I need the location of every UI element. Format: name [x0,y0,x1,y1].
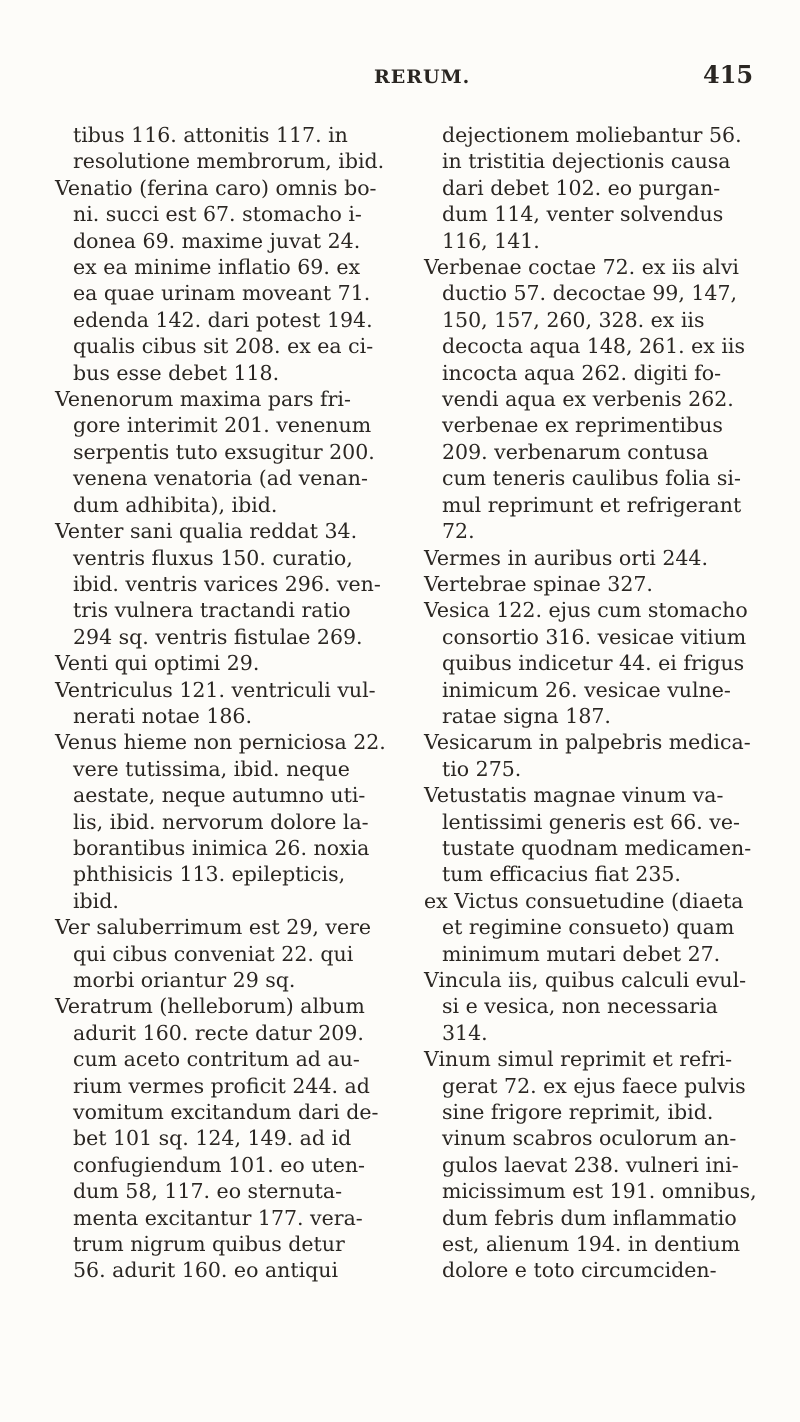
index-entry: Venter sani qualia reddat 34. ventris fluxus 150. curatio, ibid. ventris varices 296. ven- tris vulnera tractandi ratio 294 sq. ventris fistulae 269. [55,519,381,649]
index-entry: Venus hieme non perniciosa 22. vere tutissima, ibid. neque aestate, neque autumno uti- lis, ibid. nervorum dolore la- borantibus inimica 26. noxia phthisicis 113. epilepticis, ibid. [55,730,386,913]
index-entry: Vertebrae spinae 327. [424,571,653,596]
index-column-right [424,122,772,1284]
index-entry: Vinum simul reprimit et refri- gerat 72. ex ejus faece pulvis sine frigore reprimit, ibid. vinum scabros oculorum an- gulos laevat 238. vulneri ini- micissimum est 191. omnibus, dum febris dum inflammatio est, alienum 194. in dentium dolore e toto circumciden- [424,1047,757,1283]
index-entry: Verbenae coctae 72. ex iis alvi ductio 57. decoctae 99, 147, 150, 157, 260, 328. ex iis decocta aqua 148, 261. ex iis incocta aqua 262. digiti fo- vendi aqua ex verbenis 262. verbenae ex reprimentibus 209. verbenarum contusa cum teneris caulibus folia si- mul reprimunt et refrigerant 72. [424,255,745,544]
index-entry: Veratrum (helleborum) album adurit 160. recte datur 209. cum aceto contritum ad au- rium vermes proficit 244. ad vomitum excitandum dari de- bet 101 sq. 124, 149. ad id confugiendum 101. eo uten- dum 58, 117. eo sternuta- menta excitantur 177. vera- trum nigrum quibus detur 56. adurit 160. eo antiqui [55,994,379,1283]
index-entry: Vesica 122. ejus cum stomacho consortio 316. vesicae vitium quibus indicetur 44. ei frigus inimicum 26. vesicae vulne- ratae signa 187. [424,598,748,728]
index-entry: Venenorum maxima pars fri- gore interimit 201. venenum serpentis tuto exsugitur 200. venena venatoria (ad venan- dum adhibita), ibid. [55,387,375,517]
index-entry: Vetustatis magnae vinum va- lentissimi generis est 66. ve- tustate quodnam medicamen- tum efficacius fiat 235. [424,783,752,887]
running-head [0,60,800,106]
index-entry: dejectionem moliebantur 56. in tristitia dejectionis causa dari debet 102. eo purgan- dum 114, venter solvendus 116, 141. [442,123,742,253]
index-entry: Vincula iis, quibus calculi evul- si e vesica, non necessaria 314. [424,968,747,1045]
index-entry: Venatio (ferina caro) omnis bo- ni. succi est 67. stomacho i- donea 69. maxime juvat 24. ex ea minime inflatio 69. ex ea quae urinam moveant 71. edenda 142. dari potest 194. qualis cibus sit 208. ex ea ci- bus esse debet 118. [55,175,377,385]
index-entry: tibus 116. attonitis 117. in resolutione membrorum, ibid. [73,123,385,174]
index-entry: ex Victus consuetudine (diaeta et regimine consueto) quam minimum mutari debet 27. [424,888,744,966]
index-entry: Ventriculus 121. ventriculi vul- nerati notae 186. [55,677,376,728]
index-entry: Ver saluberrimum est 29, vere qui cibus conveniat 22. qui morbi oriantur 29 sq. [55,915,372,992]
index-entry: Vesicarum in palpebris medica- tio 275. [424,730,751,781]
index-entry: Vermes in auribus orti 244. [424,545,708,570]
running-title: RERUM. [374,66,471,88]
index-entry: Venti qui optimi 29. [55,651,260,676]
page-number: 415 [703,60,754,89]
index-column-left [55,122,400,1284]
